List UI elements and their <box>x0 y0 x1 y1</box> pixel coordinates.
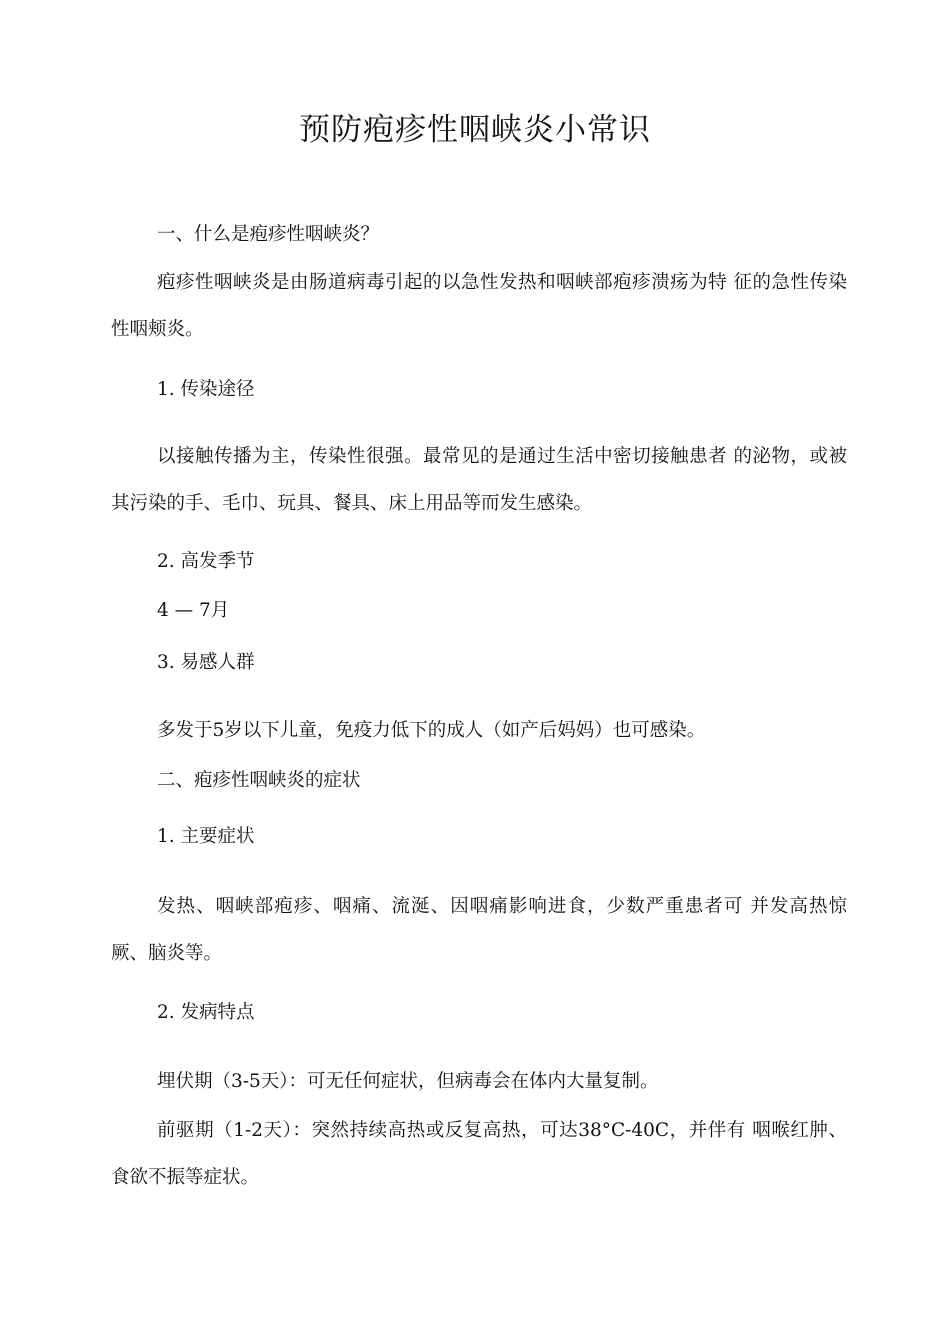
symptoms-paragraph: 发热、咽峡部疱疹、咽痛、流涎、因咽痛影响进食，少数严重患者可 并发高热惊厥、脑炎等。 <box>111 896 847 964</box>
document-title: 预防疱疹性咽峡炎小常识 <box>299 112 651 148</box>
season-text: 4 — 7月 <box>157 600 230 621</box>
definition-paragraph: 疱疹性咽峡炎是由肠道病毒引起的以急性发热和咽峡部疱疹溃疡为特 征的急性传染性咽颊炎。 <box>111 272 847 340</box>
section-heading-what-is: 一、什么是疱疹性咽峡炎？ <box>157 224 380 245</box>
section-heading-symptoms: 二、疱疹性咽峡炎的症状 <box>157 770 361 791</box>
subheading-features: 2. 发病特点 <box>157 1002 255 1023</box>
population-text: 多发于5岁以下儿童，免疫力低下的成人（如产后妈妈）也可感染。 <box>157 720 706 741</box>
transmission-paragraph: 以接触传播为主，传染性很强。最常见的是通过生活中密切接触患者 的泌物，或被其污染的手、毛巾、玩具、餐具、床上用品等而发生感染。 <box>111 446 847 514</box>
prodromal-paragraph: 前驱期（1-2天）：突然持续高热或反复高热，可达38°C-40C，并伴有 咽喉红肿、食欲不振等症状。 <box>111 1120 847 1188</box>
subheading-population: 3. 易感人群 <box>157 652 255 673</box>
subheading-transmission: 1. 传染途径 <box>157 379 255 400</box>
subheading-season: 2. 高发季节 <box>157 551 255 572</box>
incubation-text: 埋伏期（3-5天）：可无任何症状，但病毒会在体内大量复制。 <box>157 1071 659 1092</box>
subheading-main-symptoms: 1. 主要症状 <box>157 826 255 847</box>
